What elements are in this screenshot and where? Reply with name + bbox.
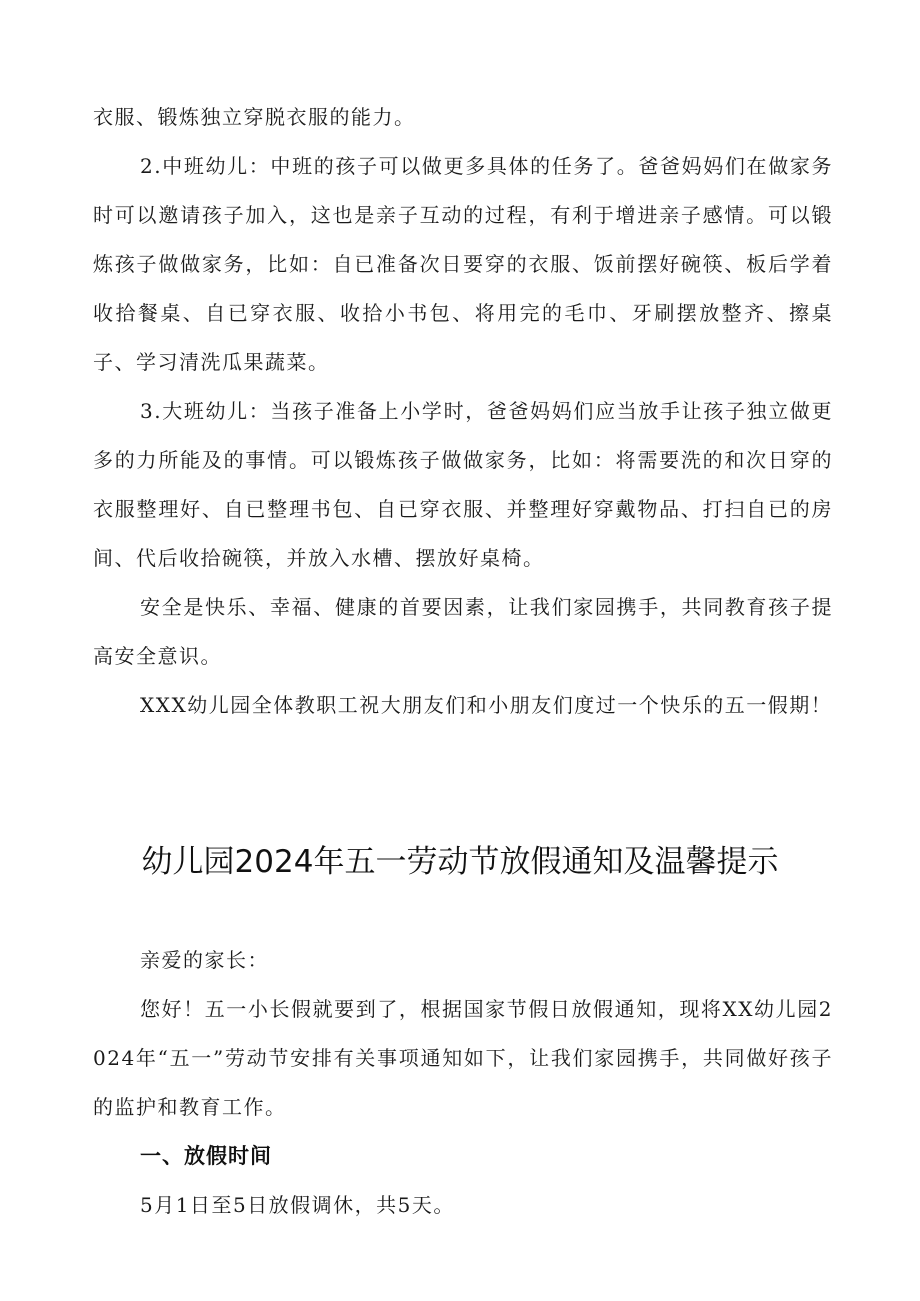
section-heading-holiday-time: 一、放假时间	[140, 1144, 272, 1168]
senior-class-paragraph: 3.大班幼儿：当孩子准备上小学时，爸爸妈妈们应当放手让孩子独立做更多的力所能及的事情。可以锻炼孩子做做家务，比如：将需要洗的和次日穿的衣服整理好、自已整理书包、自已穿衣服、并整理好穿戴物品、打扫自已的房间、代后收拾碗筷，并放入水槽、摆放好桌椅。	[93, 399, 833, 570]
middle-class-paragraph: 2.中班幼儿：中班的孩子可以做更多具体的任务了。爸爸妈妈们在做家务时可以邀请孩子加入，这也是亲子互动的过程，有利于增进亲子感情。可以锻炼孩子做做家务，比如：自已准备次日要穿的衣服、饭前摆好碗筷、板后学着收拾餐桌、自已穿衣服、收拾小书包、将用完的毛巾、牙刷摆放整齐、擦桌子、学习清洗瓜果蔬菜。	[93, 154, 833, 374]
safety-paragraph: 安全是快乐、幸福、健康的首要因素，让我们家园携手，共同教育孩子提高安全意识。	[93, 595, 833, 668]
greeting-line: 亲爱的家长：	[140, 948, 269, 972]
wishes-paragraph: XXX幼儿园全体教职工祝大朋友们和小朋友们度过一个快乐的五一假期！	[140, 693, 833, 717]
continuation-line: 衣服、锻炼独立穿脱衣服的能力。	[93, 105, 416, 129]
holiday-time-text: 5月1日至5日放假调休，共5天。	[140, 1193, 455, 1217]
notice-title: 幼儿园2024年五一劳动节放假通知及温馨提示	[141, 844, 779, 880]
intro-paragraph: 您好！五一小长假就要到了，根据国家节假日放假通知，现将XX幼儿园2024年“五一”劳动节安排有关事项通知如下，让我们家园携手，共同做好孩子的监护和教育工作。	[93, 997, 833, 1119]
